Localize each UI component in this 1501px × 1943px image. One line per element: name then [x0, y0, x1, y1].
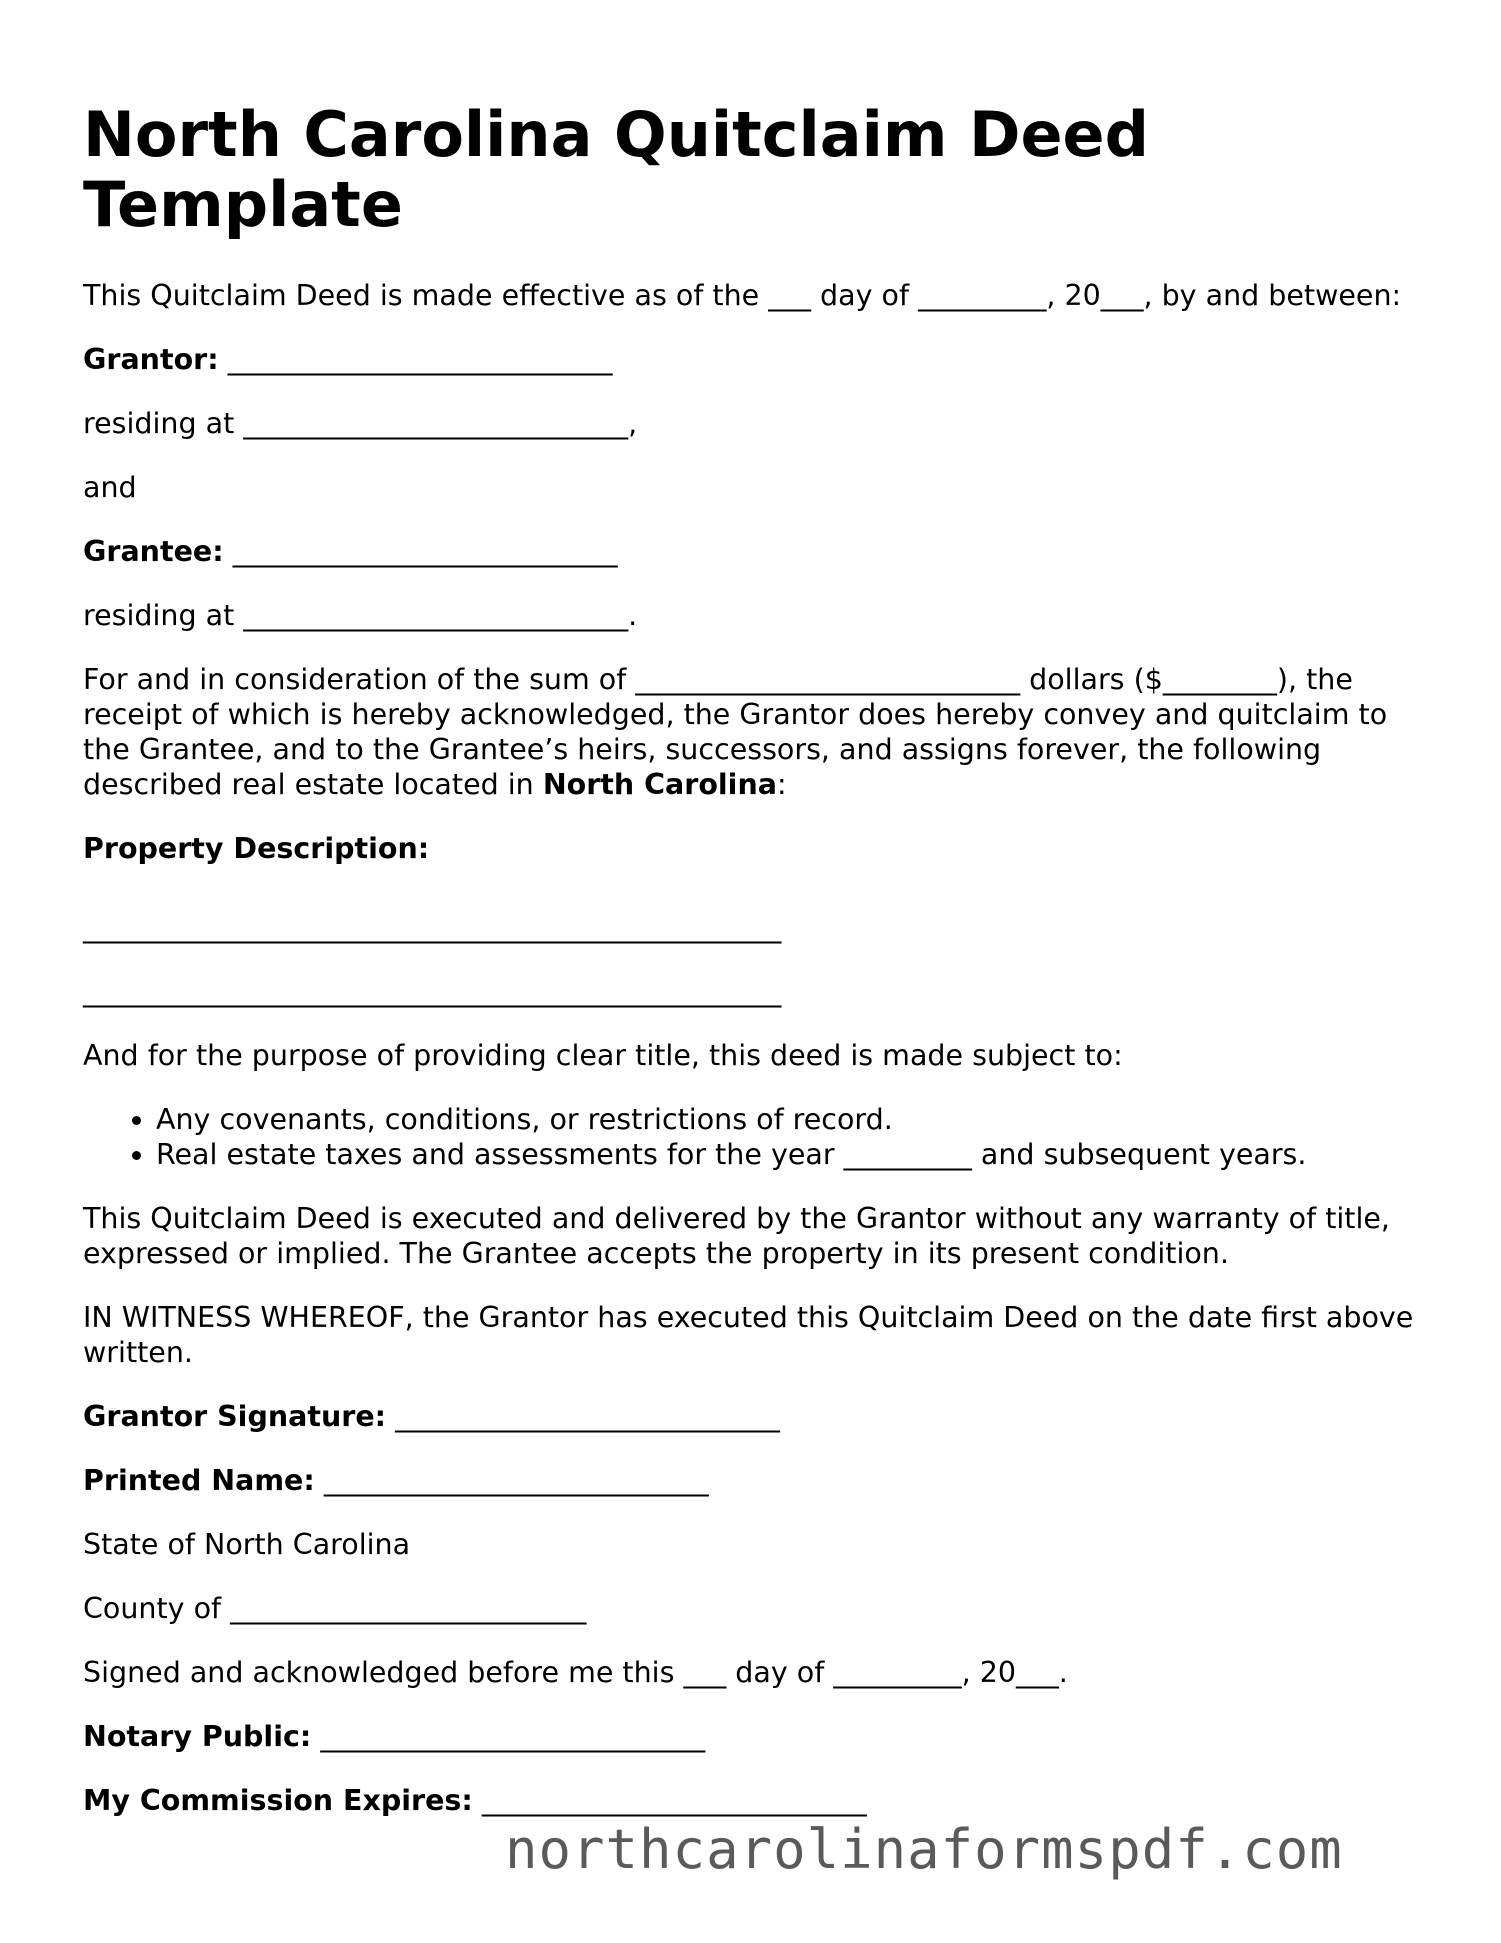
- county-field[interactable]: _________________________: [230, 1592, 587, 1625]
- property-description-label: Property Description:: [83, 832, 430, 865]
- effective-month-field[interactable]: _________: [918, 279, 1047, 312]
- notary-line: Notary Public: ___________________________: [83, 1720, 706, 1753]
- grantor-signature-line: Grantor Signature: ___________________________: [83, 1400, 780, 1433]
- ack-day-field[interactable]: ___: [683, 1656, 727, 1689]
- watermark: northcarolinaformspdf.com: [505, 1818, 1343, 1881]
- grantor-address-line: residing at ___________________________,: [83, 407, 638, 440]
- consideration-paragraph: For and in consideration of the sum of ___________________________ dollars ($________), the receipt of which is hereby acknowledged, the Grantor does hereby convey and quitclaim to the Grantee, and to the Grantee’s heirs, successors, and assigns forever, the following described real estate located in North Carolina:: [83, 663, 1388, 801]
- grantor-address-field[interactable]: ___________________________: [243, 407, 629, 440]
- sum-amount-field[interactable]: ________: [1162, 663, 1277, 696]
- page-title: North Carolina Quitclaim Deed Template: [83, 98, 1149, 241]
- printed-name-field[interactable]: ___________________________: [323, 1464, 709, 1497]
- printed-name-line: Printed Name: ___________________________: [83, 1464, 709, 1497]
- effective-day-field[interactable]: ___: [768, 279, 811, 312]
- county-line: County of _________________________: [83, 1592, 587, 1625]
- list-item: • Any covenants, conditions, or restrictions of record.: [156, 1102, 1423, 1137]
- grantor-line: [83, 342, 1423, 377]
- grantor-signature-field[interactable]: ___________________________: [395, 1400, 780, 1433]
- document-page: [83, 100, 1423, 1847]
- intro-paragraph: This Quitclaim Deed is made effective as of the ___ day of _________, 20___, by and between:: [83, 279, 1402, 312]
- grantor-name-field[interactable]: ___________________________: [227, 343, 613, 376]
- state-line: State of North Carolina: [83, 1528, 411, 1561]
- grantee-name-field[interactable]: ___________________________: [232, 535, 618, 568]
- grantee-address-field[interactable]: ___________________________: [243, 599, 629, 632]
- witness-paragraph: IN WITNESS WHEREOF, the Grantor has executed this Quitclaim Deed on the date first above written.: [83, 1301, 1414, 1369]
- property-description-line-1[interactable]: _________________________________________________: [83, 911, 782, 944]
- grantee-line: [83, 534, 1423, 569]
- warranty-paragraph: This Quitclaim Deed is executed and delivered by the Grantor without any warranty of title, expressed or implied. The Grantee accepts the property in its present condition.: [83, 1202, 1390, 1270]
- sum-words-field[interactable]: ___________________________: [635, 663, 1021, 696]
- commission-line: My Commission Expires: ___________________________: [83, 1784, 867, 1817]
- subject-to-intro: And for the purpose of providing clear title, this deed is made subject to:: [83, 1039, 1123, 1072]
- notary-field[interactable]: ___________________________: [320, 1720, 706, 1753]
- grantee-address-line: residing at ___________________________.: [83, 599, 638, 632]
- commission-expires-field[interactable]: ___________________________: [481, 1784, 867, 1817]
- ack-month-field[interactable]: _________: [833, 1656, 962, 1689]
- state-name: North Carolina: [542, 768, 777, 801]
- subject-to-list: [83, 1102, 1423, 1172]
- ack-year-field[interactable]: ___: [1015, 1656, 1059, 1689]
- effective-year-field[interactable]: ___: [1100, 279, 1144, 312]
- grantee-label: Grantee:: [83, 535, 224, 568]
- list-item: • Real estate taxes and assessments for the year _________ and subsequent years.: [156, 1137, 1423, 1172]
- acknowledgment-line: Signed and acknowledged before me this ___ day of _________, 20___.: [83, 1656, 1068, 1689]
- property-description-line-2[interactable]: _________________________________________________: [83, 975, 782, 1008]
- and-text: and: [83, 471, 137, 504]
- tax-year-field[interactable]: _________: [843, 1138, 972, 1171]
- grantor-label: Grantor:: [83, 343, 219, 376]
